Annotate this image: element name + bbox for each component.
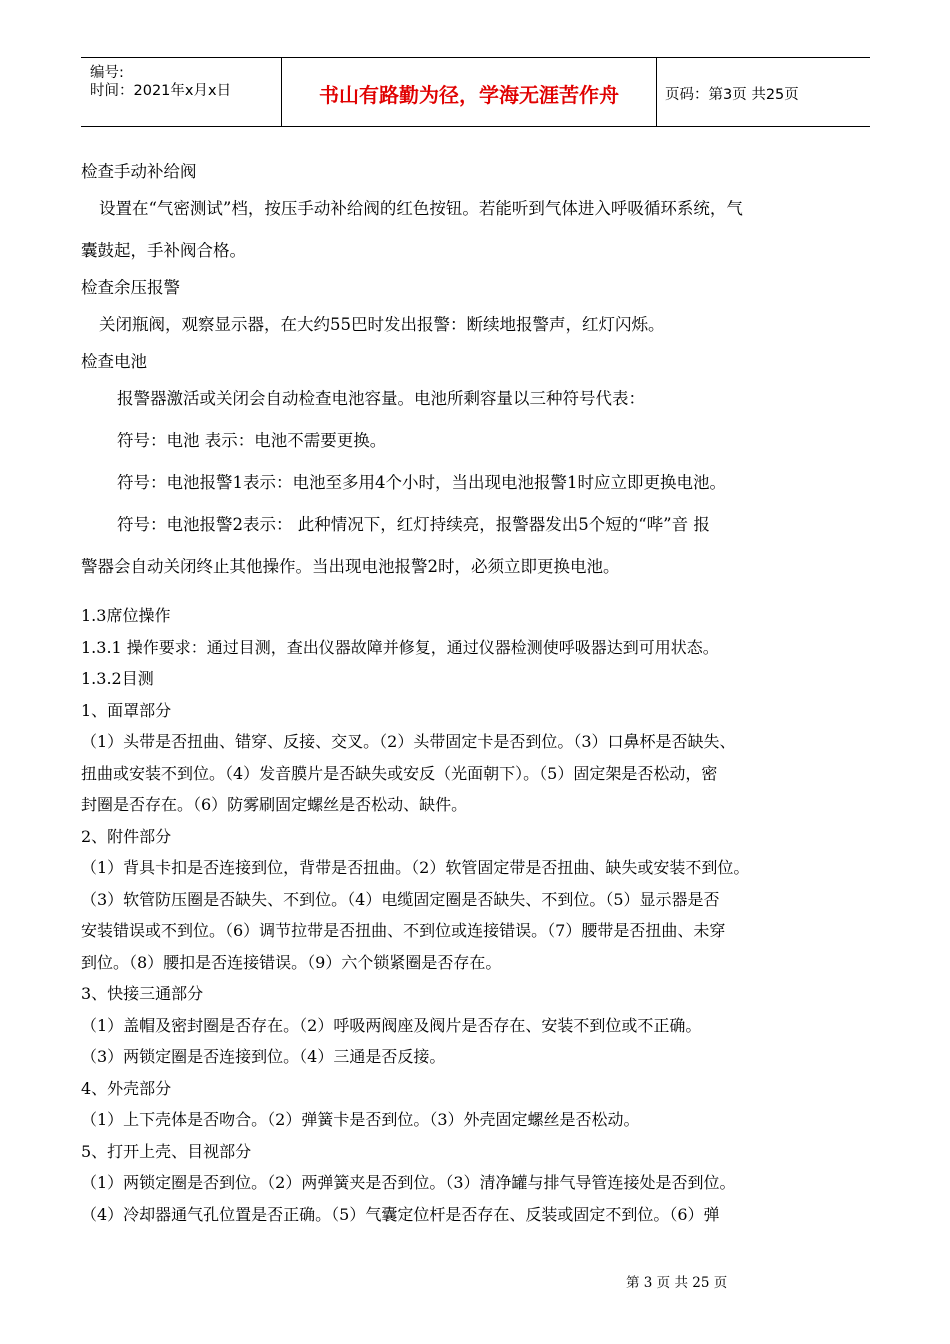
ops-line: 安装错误或不到位。（6）调节拉带是否扭曲、不到位或连接错误。（7）腰带是否扭曲、未穿	[81, 921, 726, 940]
ops-line: （3）软管防压圈是否缺失、不到位。（4）电缆固定圈是否缺失、不到位。（5）显示器是否	[81, 889, 720, 909]
ops-heading: 4、外壳部分	[81, 1078, 172, 1098]
header-page-info: 页码：第3页 共25页	[665, 87, 799, 103]
battery-symbol-line: 符号：电池报警2表示： 此种情况下，红灯持续亮，报警器发出5个短的“哔”音 报	[117, 515, 710, 534]
section-heading: 检查余压报警	[81, 278, 180, 297]
paragraph-line: 关闭瓶阀，观察显示器，在大约55巴时发出报警：断续地报警声，红灯闪烁。	[99, 315, 665, 334]
page-header	[81, 57, 870, 127]
section-heading: 检查电池	[81, 352, 147, 371]
header-page-cell	[656, 58, 870, 126]
document-time-label: 时间：2021年x月x日	[90, 83, 232, 99]
paragraph-line: 报警器激活或关闭会自动检查电池容量。电池所剩容量以三种符号代表：	[117, 389, 645, 408]
ops-heading: 2、附件部分	[81, 826, 172, 846]
document-body	[81, 156, 873, 1230]
document-number-label: 编号:	[90, 65, 124, 81]
ops-heading: 5、打开上壳、目视部分	[81, 1141, 252, 1161]
section-heading: 检查手动补给阀	[81, 162, 197, 181]
ops-line: （3）两锁定圈是否连接到位。（4）三通是否反接。	[81, 1047, 446, 1066]
ops-line: 到位。（8）腰扣是否连接错误。（9）六个锁紧圈是否存在。	[81, 952, 502, 972]
header-left-cell	[81, 58, 281, 126]
ops-line: （1）两锁定圈是否到位。（2）两弹簧夹是否到位。（3）清净罐与排气导管连接处是否到位。	[81, 1173, 736, 1192]
header-motto-cell	[281, 58, 657, 126]
ops-line: （1）背具卡扣是否连接到位，背带是否扭曲。（2）软管固定带是否扭曲、缺失或安装不到位。	[81, 858, 750, 877]
paragraph-line: 警器会自动关闭终止其他操作。当出现电池报警2时，必须立即更换电池。	[81, 557, 620, 576]
paragraph-line: 囊鼓起，手补阀合格。	[81, 241, 246, 260]
paragraph-line: 设置在“气密测试”档，按压手动补给阀的红色按钮。若能听到气体进入呼吸循环系统，气	[99, 199, 743, 218]
ops-heading: 1.3席位操作	[81, 606, 171, 625]
page-footer: 第 3 页 共 25 页	[626, 1275, 728, 1291]
battery-symbol-line: 符号：电池报警1表示：电池至多用4个小时，当出现电池报警1时应立即更换电池。	[117, 473, 726, 492]
ops-heading: 1.3.2目测	[81, 669, 154, 688]
ops-heading: 3、快接三通部分	[81, 984, 204, 1003]
ops-line: 扭曲或安装不到位。（4）发音膜片是否缺失或安反（光面朝下）。（5）固定架是否松动，密	[81, 763, 718, 783]
ops-heading: 1、面罩部分	[81, 700, 172, 720]
ops-line: 1.3.1 操作要求：通过目测，查出仪器故障并修复，通过仪器检测使呼吸器达到可用状态。	[81, 637, 719, 657]
header-motto: 书山有路勤为径，学海无涯苦作舟	[319, 83, 619, 107]
ops-line: 封圈是否存在。（6）防雾刷固定螺丝是否松动、缺件。	[81, 795, 468, 814]
ops-line: （1）盖帽及密封圈是否存在。（2）呼吸两阀座及阀片是否存在、安装不到位或不正确。	[81, 1015, 702, 1035]
battery-symbol-line: 符号：电池 表示：电池不需要更换。	[117, 431, 387, 450]
ops-line: （1）上下壳体是否吻合。（2）弹簧卡是否到位。（3）外壳固定螺丝是否松动。	[81, 1110, 640, 1129]
ops-line: （1）头带是否扭曲、错穿、反接、交叉。（2）头带固定卡是否到位。（3）口鼻杯是否缺失、	[81, 732, 736, 751]
ops-line: （4）冷却器通气孔位置是否正确。（5）气囊定位杆是否存在、反装或固定不到位。（6）弹	[81, 1204, 720, 1224]
